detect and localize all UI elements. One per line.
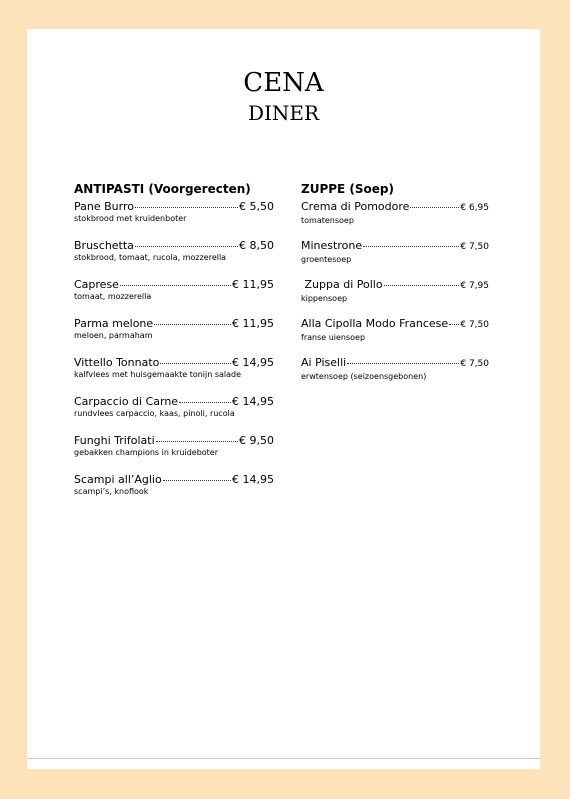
menu-item-description: kalfvlees met huisgemaakte tonijn salade bbox=[74, 370, 242, 379]
antipasti-list bbox=[74, 200, 274, 512]
menu-item-name: Funghi Trifolati bbox=[74, 434, 155, 447]
menu-item-price: € 7,50 bbox=[460, 320, 489, 330]
dot-leader bbox=[135, 207, 238, 208]
menu-item bbox=[74, 200, 274, 239]
menu-item-description: stokbrood met kruidenboter bbox=[74, 214, 187, 223]
menu-item-price: € 7,95 bbox=[460, 281, 489, 291]
menu-item-price: € 14,95 bbox=[232, 395, 274, 408]
menu-item bbox=[74, 239, 274, 278]
menu-item-description: groentesoep bbox=[301, 255, 352, 264]
menu-item-price: € 6,95 bbox=[460, 203, 489, 213]
dot-leader bbox=[410, 207, 459, 208]
menu-item bbox=[74, 473, 274, 512]
menu-item-name: Carpaccio di Carne bbox=[74, 395, 179, 408]
menu-item-name: Caprese bbox=[74, 278, 119, 291]
menu-item-name: Parma melone bbox=[74, 317, 154, 330]
menu-item-name: Vittello Tonnato bbox=[74, 356, 160, 369]
menu-item bbox=[74, 434, 274, 473]
footer-divider bbox=[27, 758, 540, 759]
dot-leader bbox=[347, 363, 459, 364]
menu-item-row bbox=[301, 200, 489, 215]
menu-item-description: stokbrood, tomaat, rucola, mozzerella bbox=[74, 253, 227, 262]
zuppe-list bbox=[301, 200, 489, 395]
menu-item-description: erwtensoep (seizoensgebonen) bbox=[301, 372, 427, 381]
page-subtitle: DINER bbox=[247, 101, 320, 125]
menu-item-name: Scampi all’Aglio bbox=[74, 473, 162, 486]
menu-item-price: € 11,95 bbox=[232, 278, 274, 291]
menu-item-price: € 14,95 bbox=[232, 473, 274, 486]
menu-item-price: € 7,50 bbox=[460, 359, 489, 369]
dot-leader bbox=[384, 285, 460, 286]
menu-item bbox=[301, 200, 489, 239]
menu-item-description: tomatensoep bbox=[301, 216, 354, 225]
antipasti-heading: ANTIPASTI (Voorgerecten) bbox=[74, 182, 251, 196]
menu-item-name: Pane Burro bbox=[74, 200, 134, 213]
menu-item-description: scampi’s, knoflook bbox=[74, 487, 149, 496]
menu-item-price: € 8,50 bbox=[239, 239, 274, 252]
menu-page bbox=[27, 29, 540, 769]
dot-leader bbox=[363, 246, 459, 247]
zuppe-heading: ZUPPE (Soep) bbox=[301, 182, 394, 196]
menu-item-price: € 7,50 bbox=[460, 242, 489, 252]
menu-item-row bbox=[74, 200, 274, 213]
menu-item-price: € 14,95 bbox=[232, 356, 274, 369]
antipasti-section bbox=[74, 182, 274, 512]
menu-item-price: € 9,50 bbox=[239, 434, 274, 447]
menu-item bbox=[301, 317, 489, 356]
dot-leader bbox=[163, 480, 231, 481]
menu-item-row bbox=[74, 434, 274, 447]
menu-item-description: franse uiensoep bbox=[301, 333, 366, 342]
menu-item bbox=[301, 356, 489, 395]
menu-item-description: kippensoep bbox=[301, 294, 348, 303]
dot-leader bbox=[154, 324, 231, 325]
menu-item-row bbox=[301, 356, 489, 371]
menu-item bbox=[74, 317, 274, 356]
menu-item bbox=[74, 356, 274, 395]
menu-item-name: Zuppa di Pollo bbox=[301, 278, 383, 291]
menu-item bbox=[74, 278, 274, 317]
dot-leader bbox=[120, 285, 231, 286]
menu-item-row bbox=[301, 239, 489, 254]
menu-item-row bbox=[74, 473, 274, 486]
menu-item-description: rundvlees carpaccio, kaas, pinoli, rucola bbox=[74, 409, 235, 418]
dot-leader bbox=[160, 363, 231, 364]
page-title: CENA bbox=[243, 68, 324, 98]
menu-item-row bbox=[301, 278, 489, 293]
dot-leader bbox=[449, 324, 459, 325]
dot-leader bbox=[179, 402, 231, 403]
menu-item-name: Crema di Pomodore bbox=[301, 200, 410, 213]
menu-item-row bbox=[74, 395, 274, 408]
menu-item-description: meloen, parmaham bbox=[74, 331, 153, 340]
menu-item-price: € 5,50 bbox=[239, 200, 274, 213]
menu-item-row bbox=[301, 317, 489, 332]
menu-item-name: Bruschetta bbox=[74, 239, 134, 252]
menu-item-row bbox=[74, 239, 274, 252]
menu-item bbox=[301, 278, 489, 317]
menu-item-name: Ai Piselli bbox=[301, 356, 347, 369]
menu-item bbox=[74, 395, 274, 434]
menu-item-row bbox=[74, 317, 274, 330]
zuppe-section bbox=[301, 182, 489, 395]
menu-item-row bbox=[74, 278, 274, 291]
dot-leader bbox=[135, 246, 238, 247]
menu-item-description: tomaat, mozzerella bbox=[74, 292, 152, 301]
menu-item-name: Alla Cipolla Modo Francese bbox=[301, 317, 449, 330]
menu-item-name: Minestrone bbox=[301, 239, 363, 252]
menu-item-row bbox=[74, 356, 274, 369]
menu-item-description: gebakken champions in kruideboter bbox=[74, 448, 219, 457]
menu-item bbox=[301, 239, 489, 278]
menu-item-price: € 11,95 bbox=[232, 317, 274, 330]
dot-leader bbox=[156, 441, 238, 442]
